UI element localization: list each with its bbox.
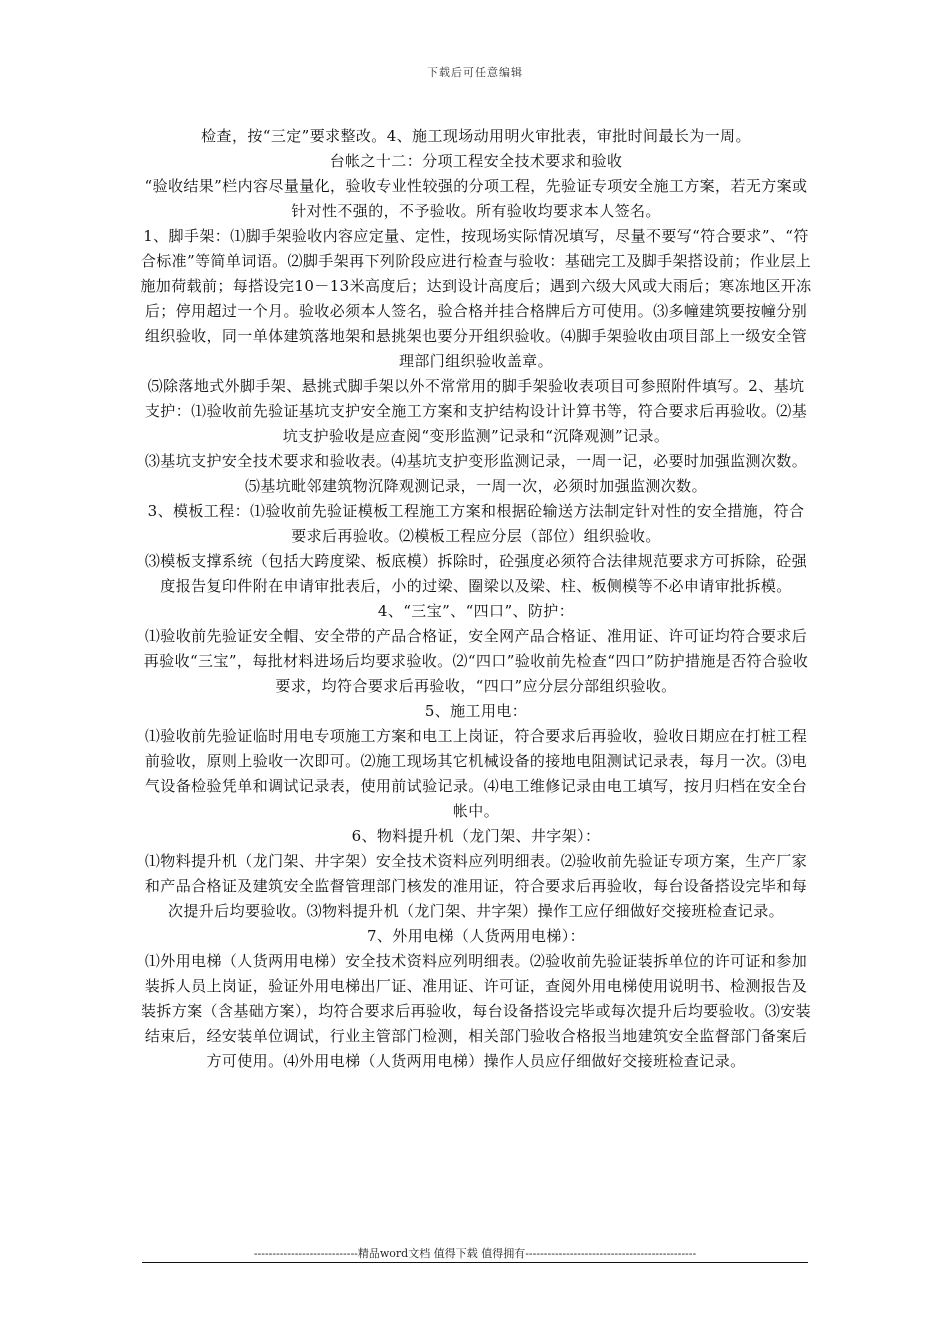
paragraph-electricity: ⑴验收前先验证临时用电专项施工方案和电工上岗证，符合要求后再验收，验收日期应在打桩工程前验收，原则上验收一次即可。⑵施工现场其它机械设备的接地电阻测试记录表，每月一次。⑶电气设备检验凭单和调试记录表，使用前试验记录。⑷电工维修记录由电工填写，按月归档在安全台帐中。	[144, 727, 808, 820]
footer-divider	[142, 1262, 808, 1263]
paragraph-elevator: ⑴外用电梯（人货两用电梯）安全技术资料应列明细表。⑵验收前先验证装拆单位的许可证和参加装拆人员上岗证，验证外用电梯出厂证、准用证、许可证，查阅外用电梯使用说明书、检测报告及装拆方案（含基础方案），均符合要求后再验收，每台设备搭设完毕或每次提升后均要验收。⑶安装结束后，经安装单位调试，行业主管部门检测，相关部门验收合格报当地建筑安全监督部门备案后方可使用。⑷外用电梯（人货两用电梯）操作人员应仔细做好交接班检查记录。	[140, 952, 812, 1070]
document-body	[140, 124, 812, 1074]
paragraph-intro: “验收结果”栏内容尽量量化，验收专业性较强的分项工程，先验证专项安全施工方案，若无方案或针对性不强的，不予验收。所有验收均要求本人签名。	[144, 177, 808, 220]
heading-elevator: 7、外用电梯（人货两用电梯）：	[366, 927, 586, 945]
paragraph-formwork: 3、模板工程：⑴验收前先验证模板工程施工方案和根据砼输送方法制定针对性的安全措施，符合要求后再验收。⑵模板工程应分层（部位）组织验收。	[147, 502, 805, 545]
paragraph-scaffold: 1、脚手架：⑴脚手架验收内容应定量、定性，按现场实际情况填写，尽量不要写“符合要求”、“符合标准”等简单词语。⑵脚手架再下列阶段应进行检查与验收：基础完工及脚手架搭设前；作业层上施加荷载前；每搭设完10－13米高度后；达到设计高度后；遇到六级大风或大雨后；寒冻地区开冻后；停用超过一个月。验收必须本人签名，验合格并挂合格牌后方可使用。⑶多幢建筑要按幢分别组织验收，同一单体建筑落地架和悬挑架也要分开组织验收。⑷脚手架验收由项目部上一级安全管理部门组织验收盖章。	[140, 227, 812, 370]
paragraph-protection: ⑴验收前先验证安全帽、安全带的产品合格证，安全网产品合格证、准用证、许可证均符合要求后再验收“三宝”，每批材料进场后均要求验收。⑵“四口”验收前先检查“四口”防护措施是否符合验收要求，均符合要求后再验收，“四口”应分层分部组织验收。	[143, 627, 809, 695]
heading-protection: 4、“三宝”、“四口”、防护：	[377, 602, 575, 620]
paragraph-continuation: 检查，按“三定”要求整改。4、施工现场动用明火审批表，审批时间最长为一周。	[201, 127, 751, 145]
paragraph-formwork-removal: ⑶模板支撑系统（包括大跨度梁、板底模）拆除时，砼强度必须符合法律规范要求方可拆除，砼强度报告复印件附在申请审批表后，小的过梁、圈梁以及梁、柱、板侧模等不必申请审批拆模。	[144, 552, 808, 595]
paragraph-foundation-pit-records: ⑶基坑支护安全技术要求和验收表。⑷基坑支护变形监测记录，一周一记，必要时加强监测次数。⑸基坑毗邻建筑物沉降观测记录，一周一次，必须时加强监测次数。	[144, 452, 808, 495]
paragraph-material-hoist: ⑴物料提升机（龙门架、井字架）安全技术资料应列明细表。⑵验收前先验证专项方案，生产厂家和产品合格证及建筑安全监督管理部门核发的准用证，符合要求后再验收，每台设备搭设完毕和每次提升后均要验收。⑶物料提升机（龙门架、井字架）操作工应仔细做好交接班检查记录。	[144, 852, 808, 920]
page-header: 下载后可任意编辑	[427, 66, 523, 79]
section-title: 台帐之十二：分项工程安全技术要求和验收	[329, 152, 623, 170]
paragraph-foundation-pit: ⑸除落地式外脚手架、悬挑式脚手架以外不常常用的脚手架验收表项目可参照附件填写。2、基坑支护：⑴验收前先验证基坑支护安全施工方案和支护结构设计计算书等，符合要求后再验收。⑵基坑支护验收是应查阅“变形监测”记录和“沉降观测”记录。	[144, 377, 808, 445]
heading-electricity: 5、施工用电：	[424, 702, 528, 720]
heading-material-hoist: 6、物料提升机（龙门架、井字架）：	[351, 827, 601, 845]
page-footer: ----------------------------精品word文档 值得下载 值得拥有----------------------------------------------	[253, 1247, 697, 1260]
